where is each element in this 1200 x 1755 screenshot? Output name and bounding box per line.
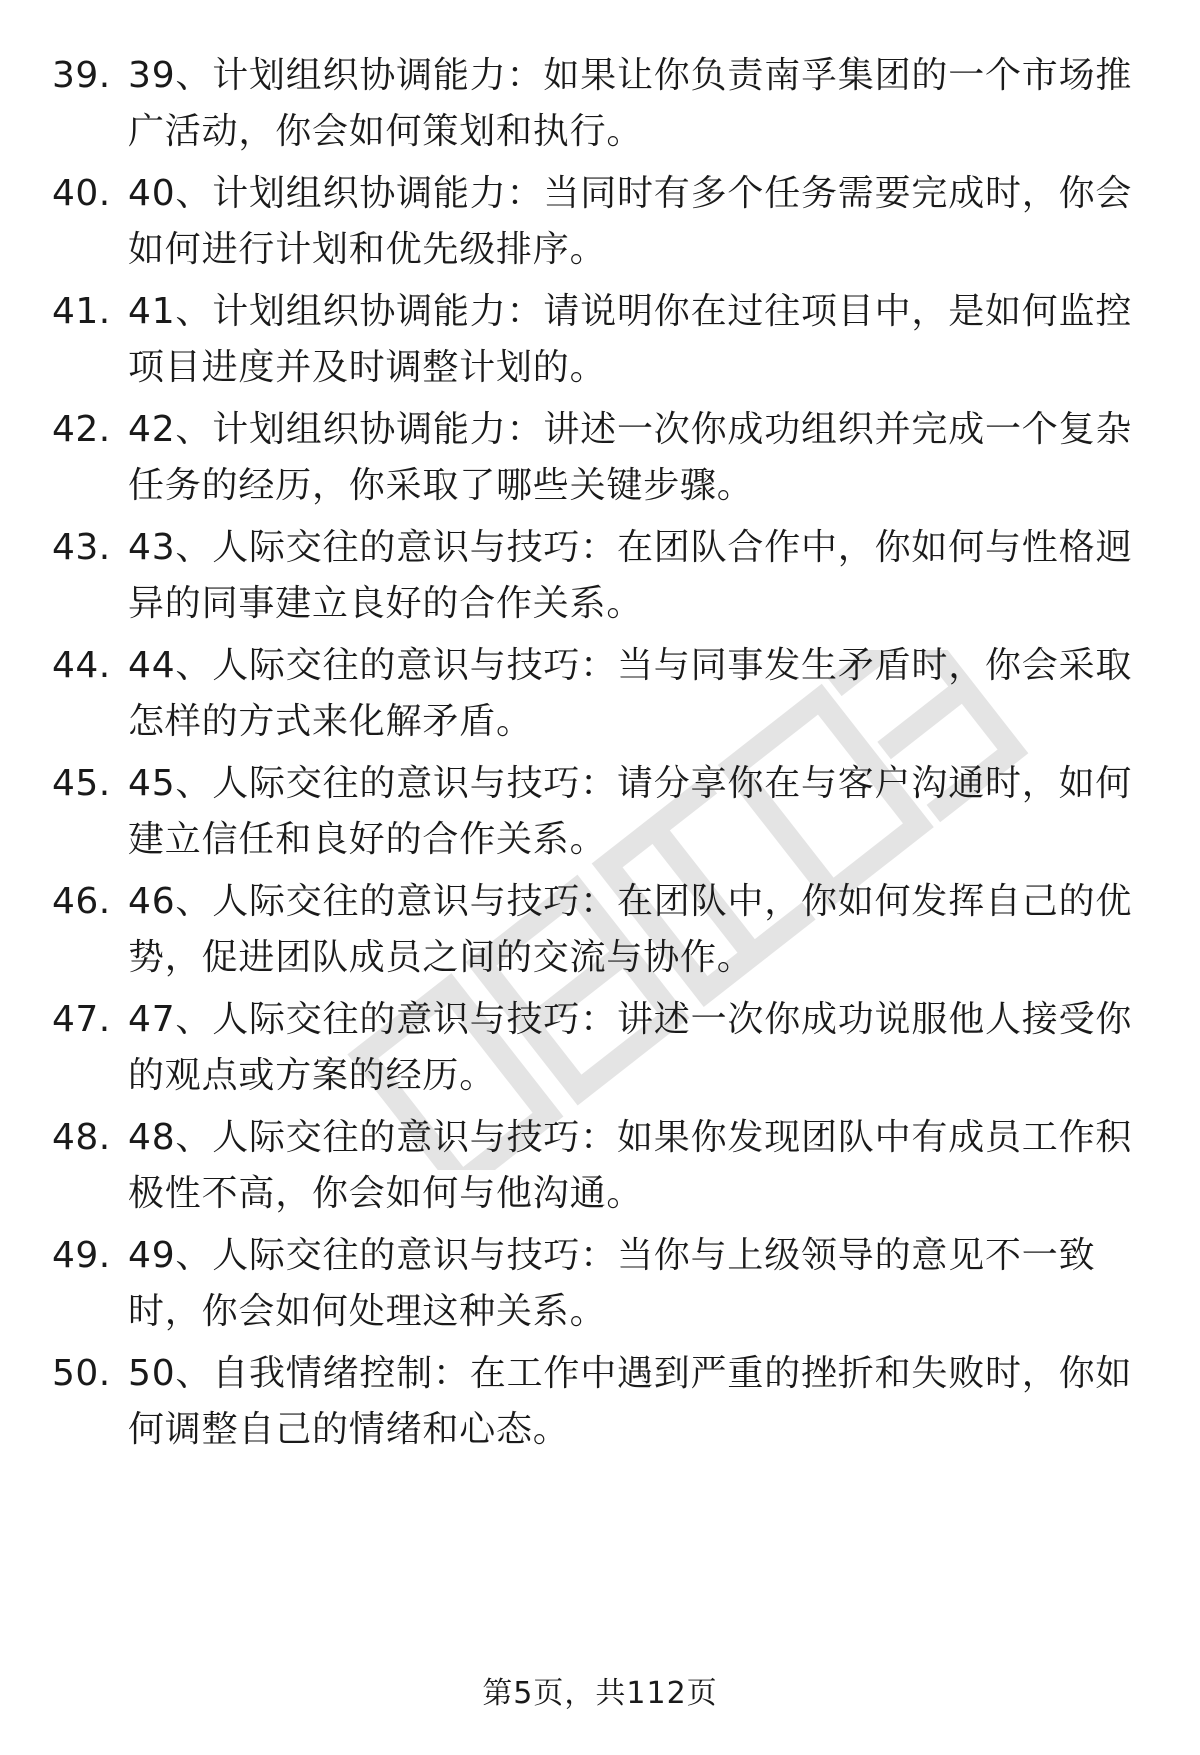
question-number: 41. (52, 291, 111, 332)
question-number: 43. (52, 527, 111, 568)
question-number: 44. (52, 645, 111, 686)
list-item (0, 166, 1200, 276)
question-number: 50. (52, 1353, 111, 1394)
question-text: 50、自我情绪控制：在工作中遇到严重的挫折和失败时，你如何调整自己的情绪和心态。 (128, 1353, 1133, 1450)
question-text: 42、计划组织协调能力：讲述一次你成功组织并完成一个复杂任务的经历，你采取了哪些关键步骤。 (128, 409, 1133, 506)
list-item (0, 520, 1200, 630)
page-footer: 第5页，共112页 (482, 1676, 718, 1711)
question-text: 44、人际交往的意识与技巧：当与同事发生矛盾时，你会采取怎样的方式来化解矛盾。 (128, 645, 1133, 742)
list-item (0, 756, 1200, 866)
question-text: 40、计划组织协调能力：当同时有多个任务需要完成时，你会如何进行计划和优先级排序。 (128, 173, 1133, 270)
question-text: 45、人际交往的意识与技巧：请分享你在与客户沟通时，如何建立信任和良好的合作关系。 (128, 763, 1133, 860)
question-number: 40. (52, 173, 111, 214)
question-number: 39. (52, 55, 111, 96)
list-item (0, 402, 1200, 512)
list-item (0, 1110, 1200, 1220)
list-item (0, 874, 1200, 984)
question-number: 45. (52, 763, 111, 804)
question-text: 41、计划组织协调能力：请说明你在过往项目中，是如何监控项目进度并及时调整计划的。 (128, 291, 1133, 388)
question-number: 48. (52, 1117, 111, 1158)
question-text: 46、人际交往的意识与技巧：在团队中，你如何发挥自己的优势，促进团队成员之间的交流与协作。 (128, 881, 1133, 978)
question-text: 43、人际交往的意识与技巧：在团队合作中，你如何与性格迥异的同事建立良好的合作关系。 (128, 527, 1133, 624)
question-text: 39、计划组织协调能力：如果让你负责南孚集团的一个市场推广活动，你会如何策划和执行。 (128, 55, 1133, 152)
question-number: 46. (52, 881, 111, 922)
list-item (0, 284, 1200, 394)
question-text: 47、人际交往的意识与技巧：讲述一次你成功说服他人接受你的观点或方案的经历。 (128, 999, 1133, 1096)
question-number: 47. (52, 999, 111, 1040)
list-item (0, 638, 1200, 748)
question-number: 49. (52, 1235, 111, 1276)
list-item (0, 1346, 1200, 1456)
question-number: 42. (52, 409, 111, 450)
question-text: 48、人际交往的意识与技巧：如果你发现团队中有成员工作积极性不高，你会如何与他沟通。 (128, 1117, 1133, 1214)
list-item (0, 48, 1200, 158)
list-item (0, 992, 1200, 1102)
question-text: 49、人际交往的意识与技巧：当你与上级领导的意见不一致时，你会如何处理这种关系。 (128, 1235, 1096, 1332)
list-item (0, 1228, 1200, 1338)
